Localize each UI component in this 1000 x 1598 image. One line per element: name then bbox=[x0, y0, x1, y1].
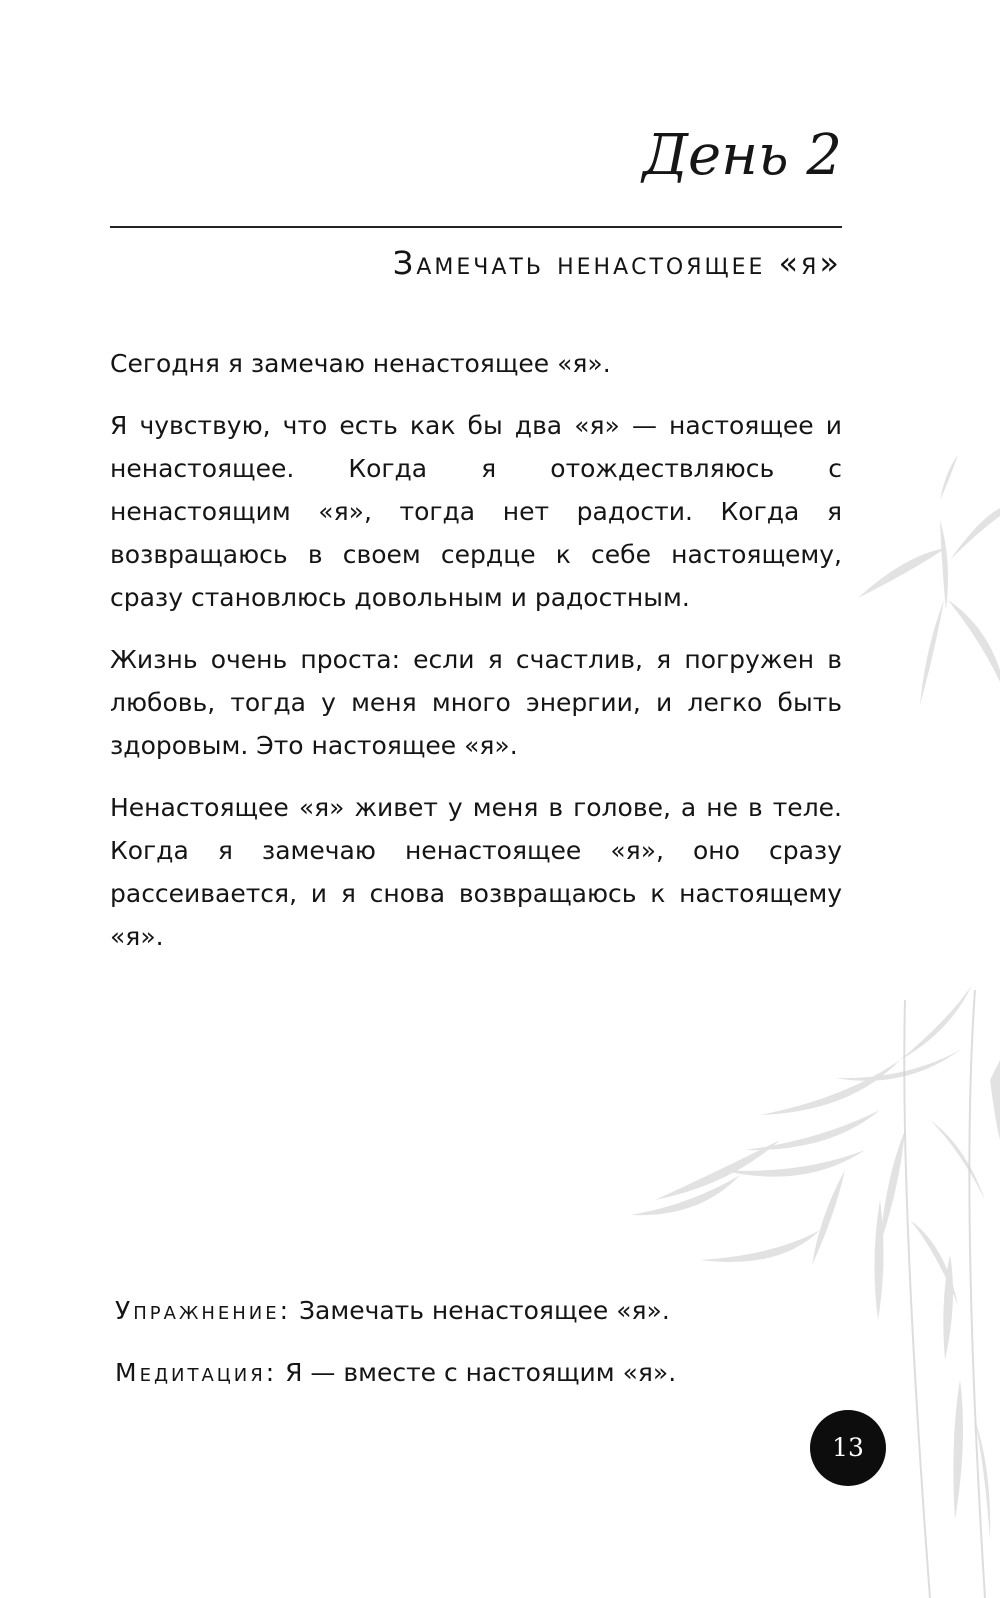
body-text bbox=[110, 342, 842, 977]
heading-divider bbox=[110, 226, 842, 228]
exercise-text: Замечать ненастоящее «я». bbox=[298, 1296, 670, 1325]
paragraph: Сегодня я замечаю ненастоящее «я». bbox=[110, 349, 611, 378]
paragraph: Жизнь очень проста: если я счастлив, я погружен в любовь, тогда у меня много энергии, и легко быть здоровым. Это настоящее «я». bbox=[110, 645, 842, 760]
exercise-line bbox=[115, 1296, 670, 1325]
paragraph: Ненастоящее «я» живет у меня в голове, а не в теле. Когда я замечаю ненастоящее «я», оно сразу рассеивается, и я снова возвращаюсь к настоящему «я». bbox=[110, 793, 842, 951]
day-heading: День 2 bbox=[642, 123, 842, 188]
meditation-line bbox=[115, 1358, 676, 1387]
meditation-label: Медитация: bbox=[115, 1358, 278, 1387]
chapter-title: Замечать ненастоящее «я» bbox=[392, 244, 842, 282]
meditation-text: Я — вместе с настоящим «я». bbox=[285, 1358, 677, 1387]
paragraph: Я чувствую, что есть как бы два «я» — настоящее и ненастоящее. Когда я отождествляюсь с ненастоящим «я», тогда нет радости. Когда я возвращаюсь в своем сердце к себе настоящему, сразу становлюсь довольным и радостным. bbox=[110, 411, 842, 612]
page-number: 13 bbox=[810, 1410, 886, 1486]
exercise-label: Упражнение: bbox=[115, 1296, 292, 1325]
